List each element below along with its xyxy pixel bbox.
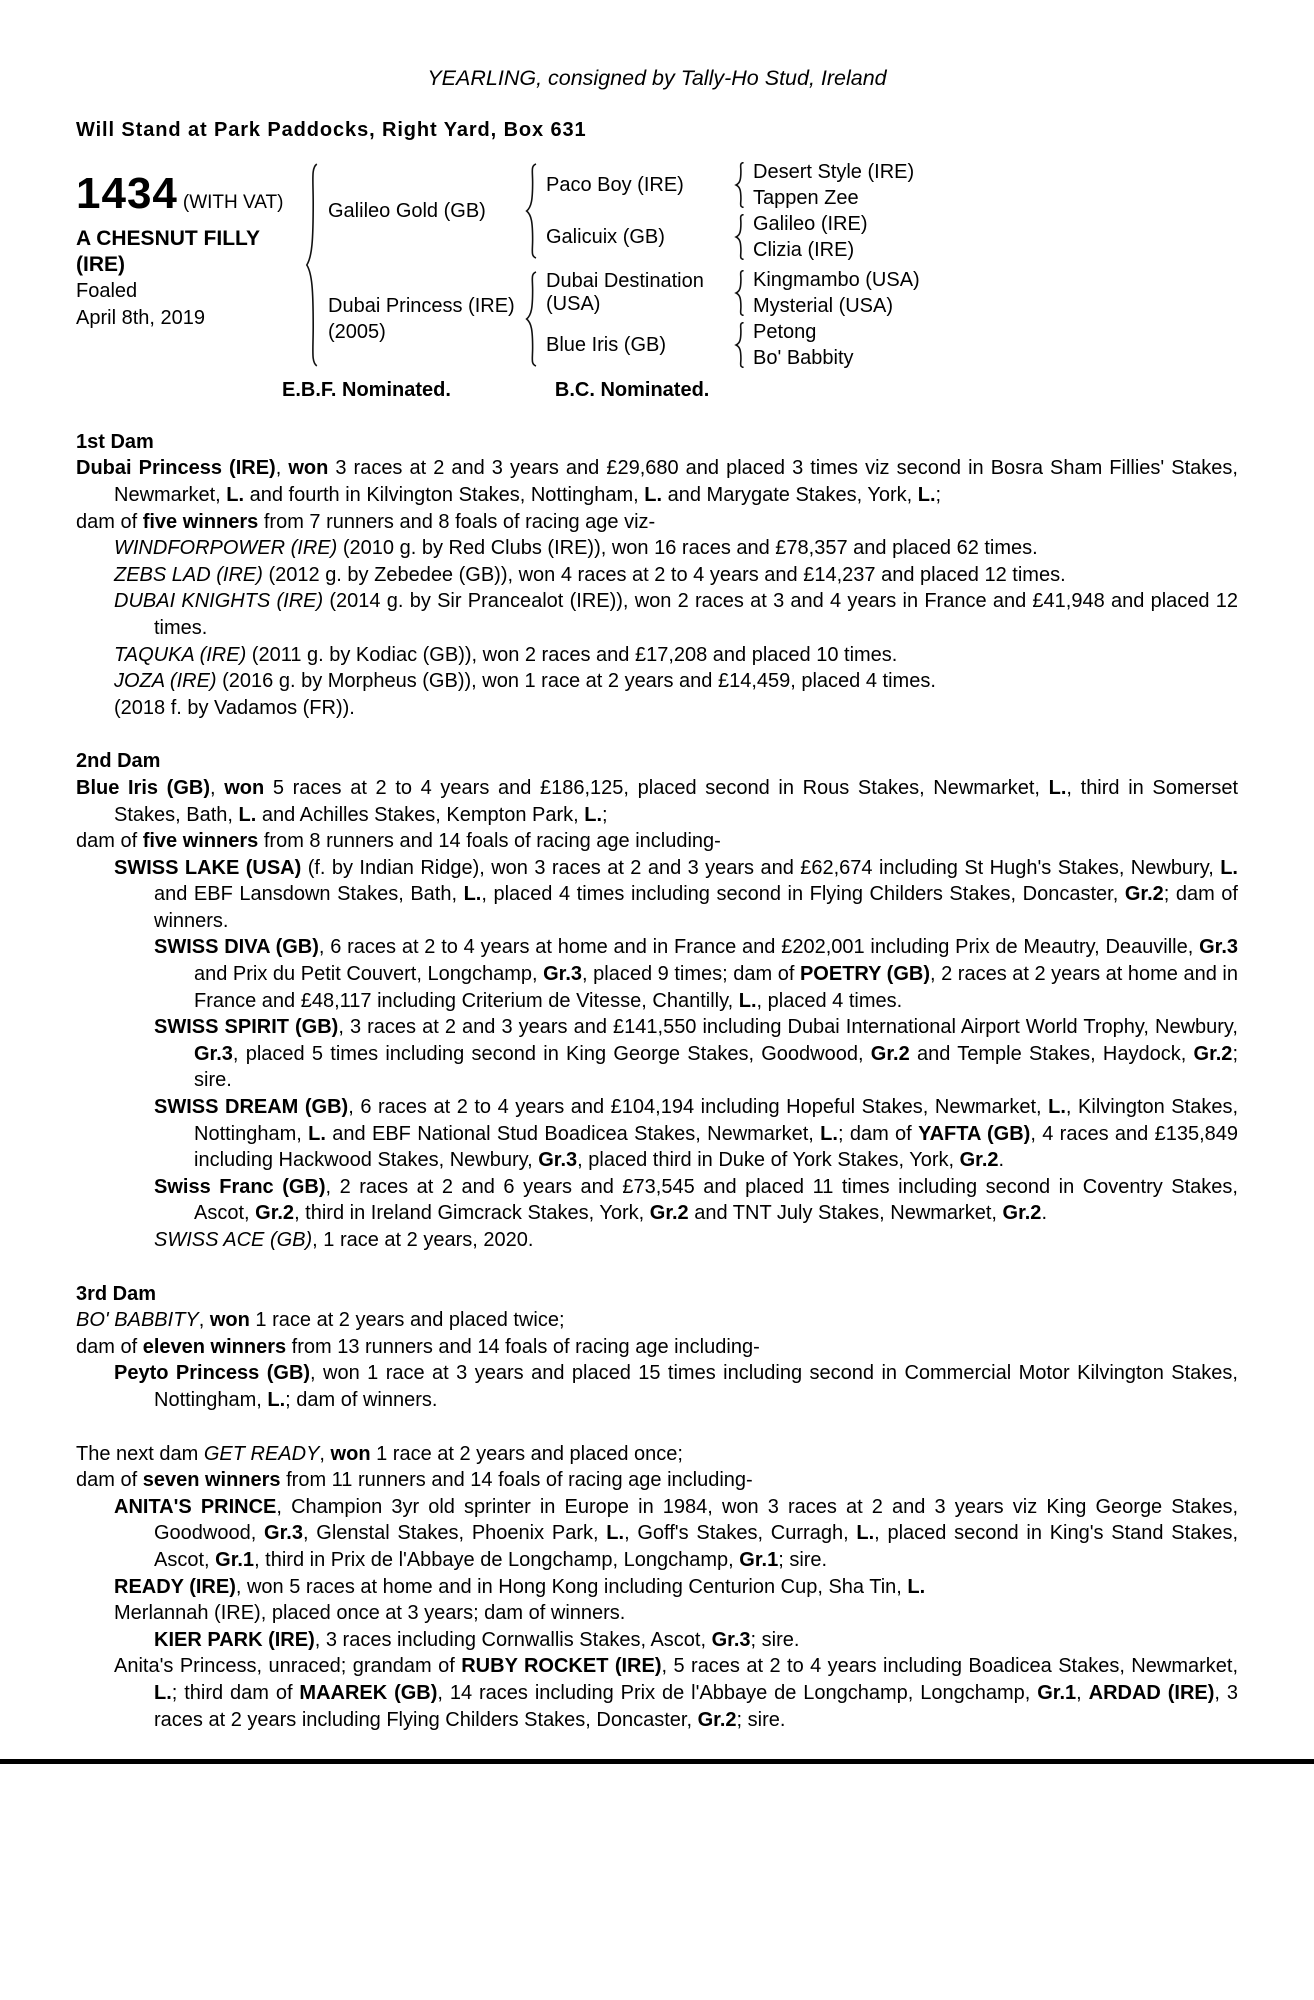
- pedigree-paragraph: READY (IRE), won 5 races at home and in Hong Kong including Centurion Cup, Sha Tin, L.: [114, 1575, 926, 1598]
- foaled-label: Foaled: [76, 280, 138, 303]
- ebf-nomination: E.B.F. Nominated.: [282, 379, 451, 402]
- pedigree-paragraph: dam of eleven winners from 13 runners and 14 foals of racing age including-: [76, 1335, 760, 1358]
- dam-name: Dubai Princess (IRE): [328, 295, 515, 318]
- pedigree-paragraph: Peyto Princess (GB), won 1 race at 3 years and placed 15 times including second in Commercial Motor Kilvington Stakes, Nottingham, L.; dam of winners.: [114, 1362, 1238, 1411]
- lot-number: 1434: [76, 169, 178, 219]
- pedigree-paragraph: SWISS DIVA (GB), 6 races at 2 to 4 years at home and in France and £202,001 including Prix de Meautry, Deauville, Gr.3 and Prix du Petit Couvert, Longchamp, Gr.3, placed 9 times; dam of POETRY (GB), 2 races at 2 years at home and in France and £48,117 including Criterium de Vitesse, Chantilly, L., placed 4 times.: [154, 936, 1239, 1012]
- page-bottom-edge: [0, 1759, 1314, 1764]
- pedigree-paragraph: (2018 f. by Vadamos (FR)).: [114, 696, 355, 719]
- pedigree-paragraph: Anita's Princess, unraced; grandam of RUBY ROCKET (IRE), 5 races at 2 to 4 years including Boadicea Stakes, Newmarket, L.; third dam of MAAREK (GB), 14 races including Prix de l'Abbaye de Longchamp, Longchamp, Gr.1, ARDAD (IRE), 3 races at 2 years including Flying Childers Stakes, Doncaster, Gr.2; sire.: [114, 1655, 1239, 1731]
- sire-dam-sire-name: Galileo (IRE): [753, 213, 868, 236]
- sire-sire-sire-name: Desert Style (IRE): [753, 161, 915, 184]
- pedigree-paragraph: ZEBS LAD (IRE) (2012 g. by Zebedee (GB)), won 4 races at 2 to 4 years and £14,237 and placed 12 times.: [114, 563, 1066, 586]
- pedigree-paragraph: Swiss Franc (GB), 2 races at 2 and 6 years and £73,545 and placed 11 times including second in Coventry Stakes, Ascot, Gr.2, third in Ireland Gimcrack Stakes, York, Gr.2 and TNT July Stakes, Newmarket, Gr.2.: [154, 1175, 1238, 1225]
- dam-section-heading: 1st Dam: [76, 430, 154, 453]
- pedigree-paragraph: WINDFORPOWER (IRE) (2010 g. by Red Clubs (IRE)), won 16 races and £78,357 and placed 62 times.: [114, 537, 1038, 560]
- pedigree-paragraph: Dubai Princess (IRE), won 3 races at 2 and 3 years and £29,680 and placed 3 times viz second in Bosra Sham Fillies' Stakes, Newmarket, L. and fourth in Kilvington Stakes, Nottingham, L. and Marygate Stakes, York, L.;: [76, 457, 1238, 506]
- pedigree-paragraph: dam of seven winners from 11 runners and 14 foals of racing age including-: [76, 1469, 753, 1492]
- pedigree-paragraph: Blue Iris (GB), won 5 races at 2 to 4 years and £186,125, placed second in Rous Stakes, Newmarket, L., third in Somerset Stakes, Bath, L. and Achilles Stakes, Kempton Park, L.;: [76, 776, 1238, 826]
- sire-sire-dam-name: Tappen Zee: [753, 187, 859, 210]
- lot-info: [76, 161, 304, 331]
- dam-sire-branch: [539, 269, 920, 317]
- pedigree-paragraph: SWISS ACE (GB), 1 race at 2 years, 2020.: [154, 1229, 534, 1251]
- dam-section-heading: 2nd Dam: [76, 750, 161, 773]
- dam-year: (2005): [328, 321, 386, 344]
- pedigree-paragraph: BO' BABBITY, won 1 race at 2 years and placed twice;: [76, 1309, 565, 1332]
- sire-branch: [320, 161, 920, 261]
- pedigree-paragraph: SWISS LAKE (USA) (f. by Indian Ridge), won 3 races at 2 and 3 years and £62,674 including St Hugh's Stakes, Newbury, L. and EBF Lansdown Stakes, Bath, L., placed 4 times including second in Flying Childers Stakes, Doncaster, Gr.2; dam of winners.: [114, 856, 1238, 932]
- pedigree-paragraph: Merlannah (IRE), placed once at 3 years; dam of winners.: [114, 1602, 626, 1625]
- pedigree-paragraph: dam of five winners from 8 runners and 14 foals of racing age including-: [76, 830, 721, 853]
- pedigree-brace: [524, 271, 539, 367]
- dam-branch: [320, 269, 920, 369]
- pedigree-paragraph: The next dam GET READY, won 1 race at 2 years and placed once;: [76, 1442, 683, 1465]
- dam-section: [76, 429, 1238, 722]
- dam-dam-sire-name: Petong: [753, 321, 817, 344]
- lot-description-line1: A CHESNUT FILLY: [76, 226, 260, 250]
- catalogue-sections: [76, 429, 1238, 1733]
- pedigree-paragraph: SWISS SPIRIT (GB), 3 races at 2 and 3 years and £141,550 including Dubai International Airport World Trophy, Newbury, Gr.3, placed 5 times including second in King George Stakes, Goodwood, Gr.2 and Temple Stakes, Haydock, Gr.2; sire.: [154, 1016, 1238, 1092]
- dam-sire-dam-name: Mysterial (USA): [753, 295, 894, 318]
- dam-section: [76, 748, 1238, 1253]
- pedigree-paragraph: JOZA (IRE) (2016 g. by Morpheus (GB)), won 1 race at 2 years and £14,459, placed 4 times.: [114, 670, 936, 693]
- pedigree-tree: [320, 161, 920, 369]
- sire-dam-branch: [539, 213, 914, 261]
- sire-name: Galileo Gold (GB): [328, 200, 486, 223]
- dam-dam-name: Blue Iris (GB): [546, 333, 667, 356]
- bc-nomination: B.C. Nominated.: [554, 379, 710, 402]
- pedigree-brace: [304, 162, 320, 368]
- pedigree-paragraph: SWISS DREAM (GB), 6 races at 2 to 4 years and £104,194 including Hopeful Stakes, Newmarket, L., Kilvington Stakes, Nottingham, L. and EBF National Stud Boadicea Stakes, Newmarket, L.; dam of YAFTA (GB), 4 races and £135,849 including Hackwood Stakes, Newbury, Gr.3, placed third in Duke of York Stakes, York, Gr.2.: [154, 1096, 1239, 1172]
- pedigree-paragraph: DUBAI KNIGHTS (IRE) (2014 g. by Sir Prancealot (IRE)), won 2 races at 3 and 4 years in France and £41,948 and placed 12 times.: [114, 590, 1238, 639]
- pedigree-paragraph: KIER PARK (IRE), 3 races including Cornwallis Stakes, Ascot, Gr.3; sire.: [154, 1628, 800, 1651]
- foaled-date: April 8th, 2019: [76, 306, 205, 329]
- consignment-line: YEARLING, consigned by Tally-Ho Stud, Ireland: [427, 66, 887, 90]
- pedigree-paragraph: dam of five winners from 7 runners and 8 foals of racing age viz-: [76, 510, 656, 533]
- pedigree-paragraph: ANITA'S PRINCE, Champion 3yr old sprinter in Europe in 1984, won 3 races at 2 and 3 years viz King George Stakes, Goodwood, Gr.3, Glenstal Stakes, Phoenix Park, L., Goff's Stakes, Curragh, L., placed second in King's Stand Stakes, Ascot, Gr.1, third in Prix de l'Abbaye de Longchamp, Longchamp, Gr.1; sire.: [114, 1495, 1238, 1571]
- sire-dam-name: Galicuix (GB): [546, 225, 665, 248]
- pedigree-brace: [734, 322, 746, 368]
- dam-section: [76, 1281, 1238, 1414]
- dam-dam-branch: [539, 321, 920, 369]
- dam-sire-sire-name: Kingmambo (USA): [753, 269, 920, 292]
- pedigree-brace: [734, 270, 746, 316]
- sire-sire-branch: [539, 161, 914, 209]
- pedigree-paragraph: TAQUKA (IRE) (2011 g. by Kodiac (GB)), won 2 races and £17,208 and placed 10 times.: [114, 643, 898, 666]
- stand-location-line: Will Stand at Park Paddocks, Right Yard, Box 631: [76, 118, 587, 141]
- lot-vat-note: (WITH VAT): [182, 192, 284, 214]
- dam-sire-name: Dubai Destination (USA): [546, 270, 704, 316]
- pedigree-brace: [734, 214, 746, 260]
- pedigree-brace: [524, 163, 539, 259]
- dam-dam-dam-name: Bo' Babbity: [753, 347, 854, 370]
- pedigree-block: [76, 161, 1238, 369]
- sire-sire-name: Paco Boy (IRE): [546, 173, 684, 196]
- dam-section: [76, 1441, 1238, 1734]
- nominations-line: [282, 377, 1238, 404]
- lot-description-line2: (IRE): [76, 252, 125, 276]
- pedigree-brace: [734, 162, 746, 208]
- sire-dam-dam-name: Clizia (IRE): [753, 239, 855, 262]
- dam-section-heading: 3rd Dam: [76, 1282, 157, 1305]
